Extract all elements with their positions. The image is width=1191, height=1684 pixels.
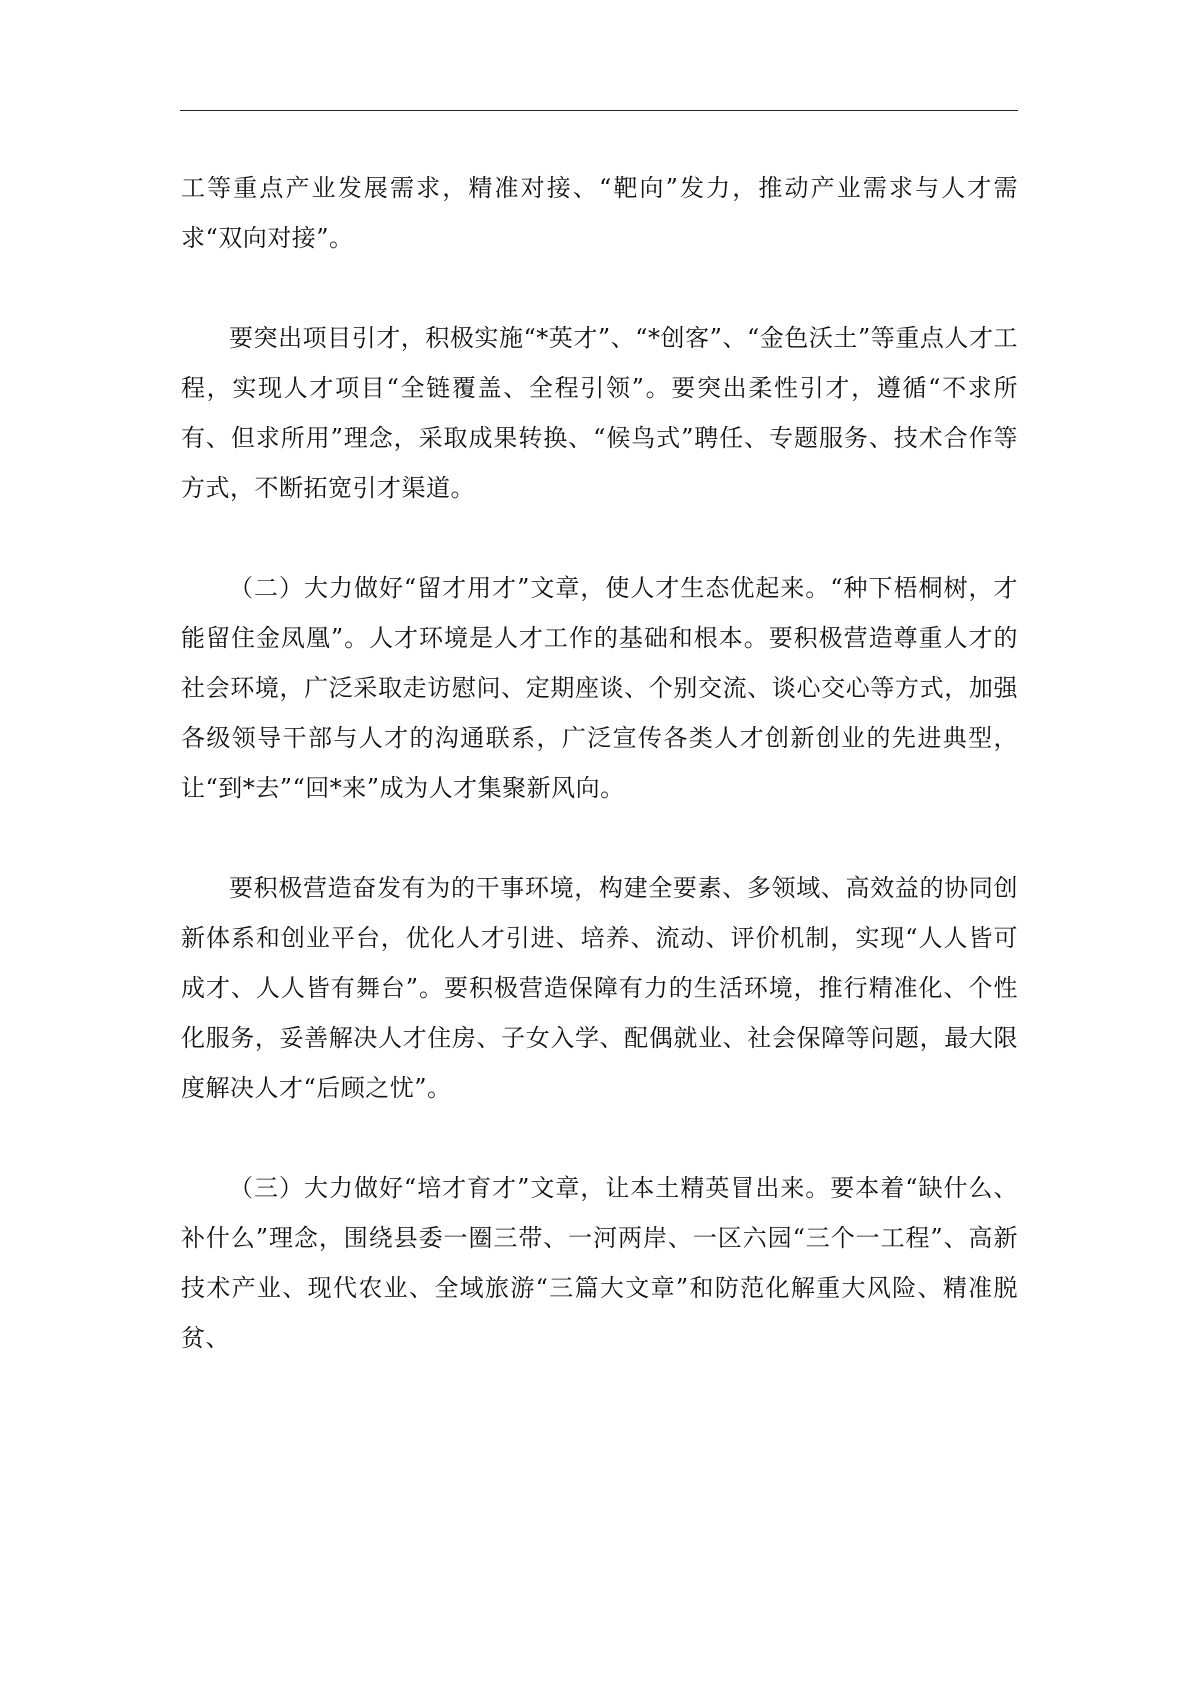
paragraph-work-environment: 要积极营造奋发有为的干事环境，构建全要素、多领域、高效益的协同创新体系和创业平台，优化人才引进、培养、流动、评价机制，实现“人人皆可成才、人人皆有舞台”。要积极营造保障有力的生活环境，推行精准化、个性化服务，妥善解决人才住房、子女入学、配偶就业、社会保障等问题，最大限度解决人才“后顾之忧”。 bbox=[181, 874, 1018, 1102]
paragraph-section-two: （二）大力做好“留才用才”文章，使人才生态优起来。“种下梧桐树，才能留住金凤凰”。人才环境是人才工作的基础和根本。要积极营造尊重人才的社会环境，广泛采取走访慰问、定期座谈、个别交流、谈心交心等方式，加强各级领导干部与人才的沟通联系，广泛宣传各类人才创新创业的先进典型，让“到*去”“回*来”成为人才集聚新风向。 bbox=[181, 574, 1018, 802]
paragraph-section-three: （三）大力做好“培才育才”文章，让本土精英冒出来。要本着“缺什么、补什么”理念，围绕县委一圈三带、一河两岸、一区六园“三个一工程”、高新技术产业、现代农业、全域旅游“三篇大文章”和防范化解重大风险、精准脱贫、 bbox=[181, 1174, 1018, 1352]
paragraph-continuation: 工等重点产业发展需求，精准对接、“靶向”发力，推动产业需求与人才需求“双向对接”。 bbox=[181, 174, 1018, 252]
paragraph-project-talent: 要突出项目引才，积极实施“*英才”、“*创客”、“金色沃土”等重点人才工程，实现人才项目“全链覆盖、全程引领”。要突出柔性引才，遵循“不求所有、但求所用”理念，采取成果转换、“候鸟式”聘任、专题服务、技术合作等方式，不断拓宽引才渠道。 bbox=[181, 324, 1018, 502]
document-body bbox=[181, 163, 1018, 1363]
header-rule bbox=[180, 110, 1018, 111]
